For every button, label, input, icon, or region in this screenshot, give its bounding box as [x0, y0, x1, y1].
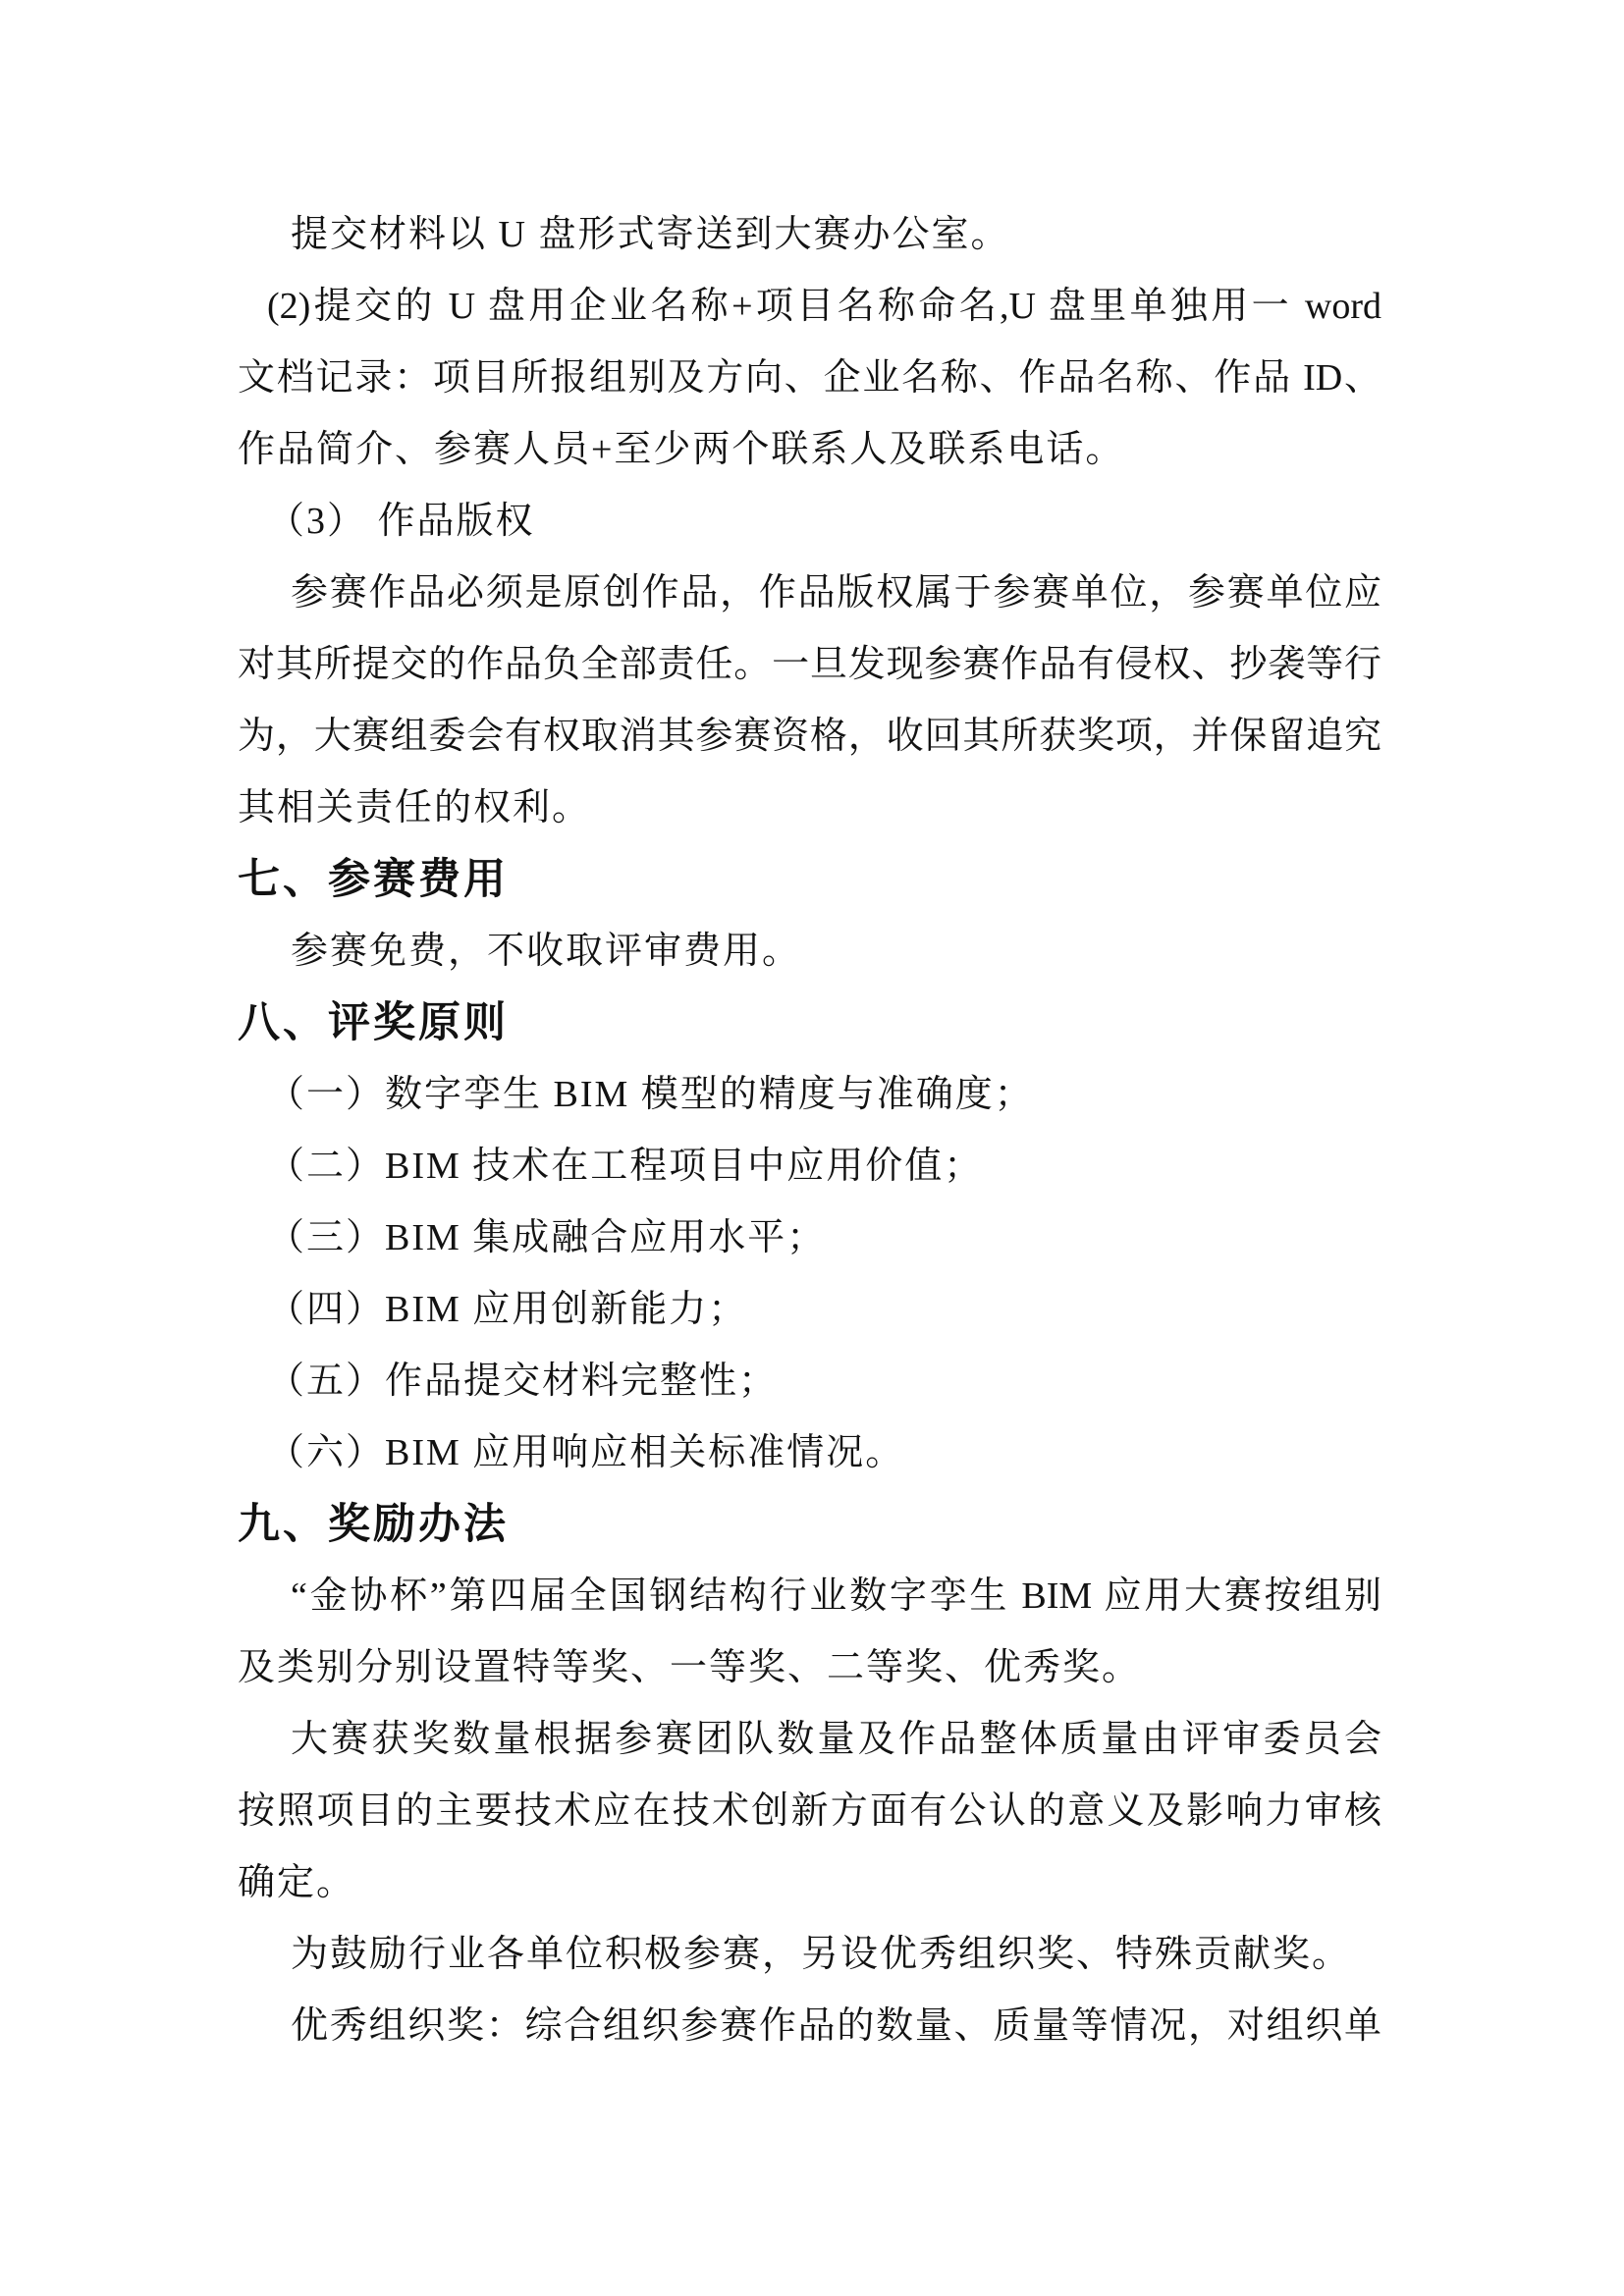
- text-line: 文档记录：项目所报组别及方向、企业名称、作品名称、作品 ID、: [238, 357, 1381, 399]
- text-line: （四）BIM 应用创新能力；: [267, 1289, 748, 1330]
- text-line: 大赛获奖数量根据参赛团队数量及作品整体质量由评审委员会: [291, 1719, 1381, 1760]
- text-line: 按照项目的主要技术应在技术创新方面有公认的意义及影响力审核: [238, 1790, 1381, 1832]
- text-line: 为鼓励行业各单位积极参赛，另设优秀组织奖、特殊贡献奖。: [291, 1934, 1352, 1975]
- text-line: 为，大赛组委会有权取消其参赛资格，收回其所获奖项，并保留追究: [238, 716, 1381, 757]
- text-line: 其相关责任的权利。: [238, 787, 592, 828]
- text-line: 参赛作品必须是原创作品，作品版权属于参赛单位，参赛单位应: [291, 572, 1381, 614]
- text-line: 参赛免费，不收取评审费用。: [291, 931, 802, 972]
- text-line: （五）作品提交材料完整性；: [267, 1361, 779, 1402]
- text-line: （一）数字孪生 BIM 模型的精度与准确度；: [267, 1074, 1034, 1115]
- text-line: （二）BIM 技术在工程项目中应用价值；: [267, 1146, 984, 1187]
- section-heading-line: 九、奖励办法: [238, 1501, 509, 1548]
- text-line: （3） 作品版权: [267, 501, 535, 542]
- text-line: (2)提交的 U 盘用企业名称+项目名称命名,U 盘里单独用一 word: [267, 286, 1381, 327]
- section-heading-line: 七、参赛费用: [238, 856, 509, 903]
- text-line: （六）BIM 应用响应相关标准情况。: [267, 1432, 905, 1473]
- text-line: 及类别分别设置特等奖、一等奖、二等奖、优秀奖。: [238, 1647, 1142, 1688]
- text-line: “金协杯”第四届全国钢结构行业数字孪生 BIM 应用大赛按组别: [291, 1575, 1381, 1617]
- text-line: 确定。: [238, 1862, 356, 1903]
- text-line: 对其所提交的作品负全部责任。一旦发现参赛作品有侵权、抄袭等行: [238, 644, 1381, 685]
- document-body: [238, 199, 1381, 2062]
- section-heading-line: 八、评奖原则: [238, 999, 509, 1046]
- text-line: 作品简介、参赛人员+至少两个联系人及联系电话。: [238, 429, 1125, 470]
- text-line: 优秀组织奖：综合组织参赛作品的数量、质量等情况，对组织单: [291, 2005, 1381, 2047]
- text-line: （三）BIM 集成融合应用水平；: [267, 1217, 827, 1258]
- text-line: 提交材料以 U 盘形式寄送到大赛办公室。: [291, 214, 1010, 255]
